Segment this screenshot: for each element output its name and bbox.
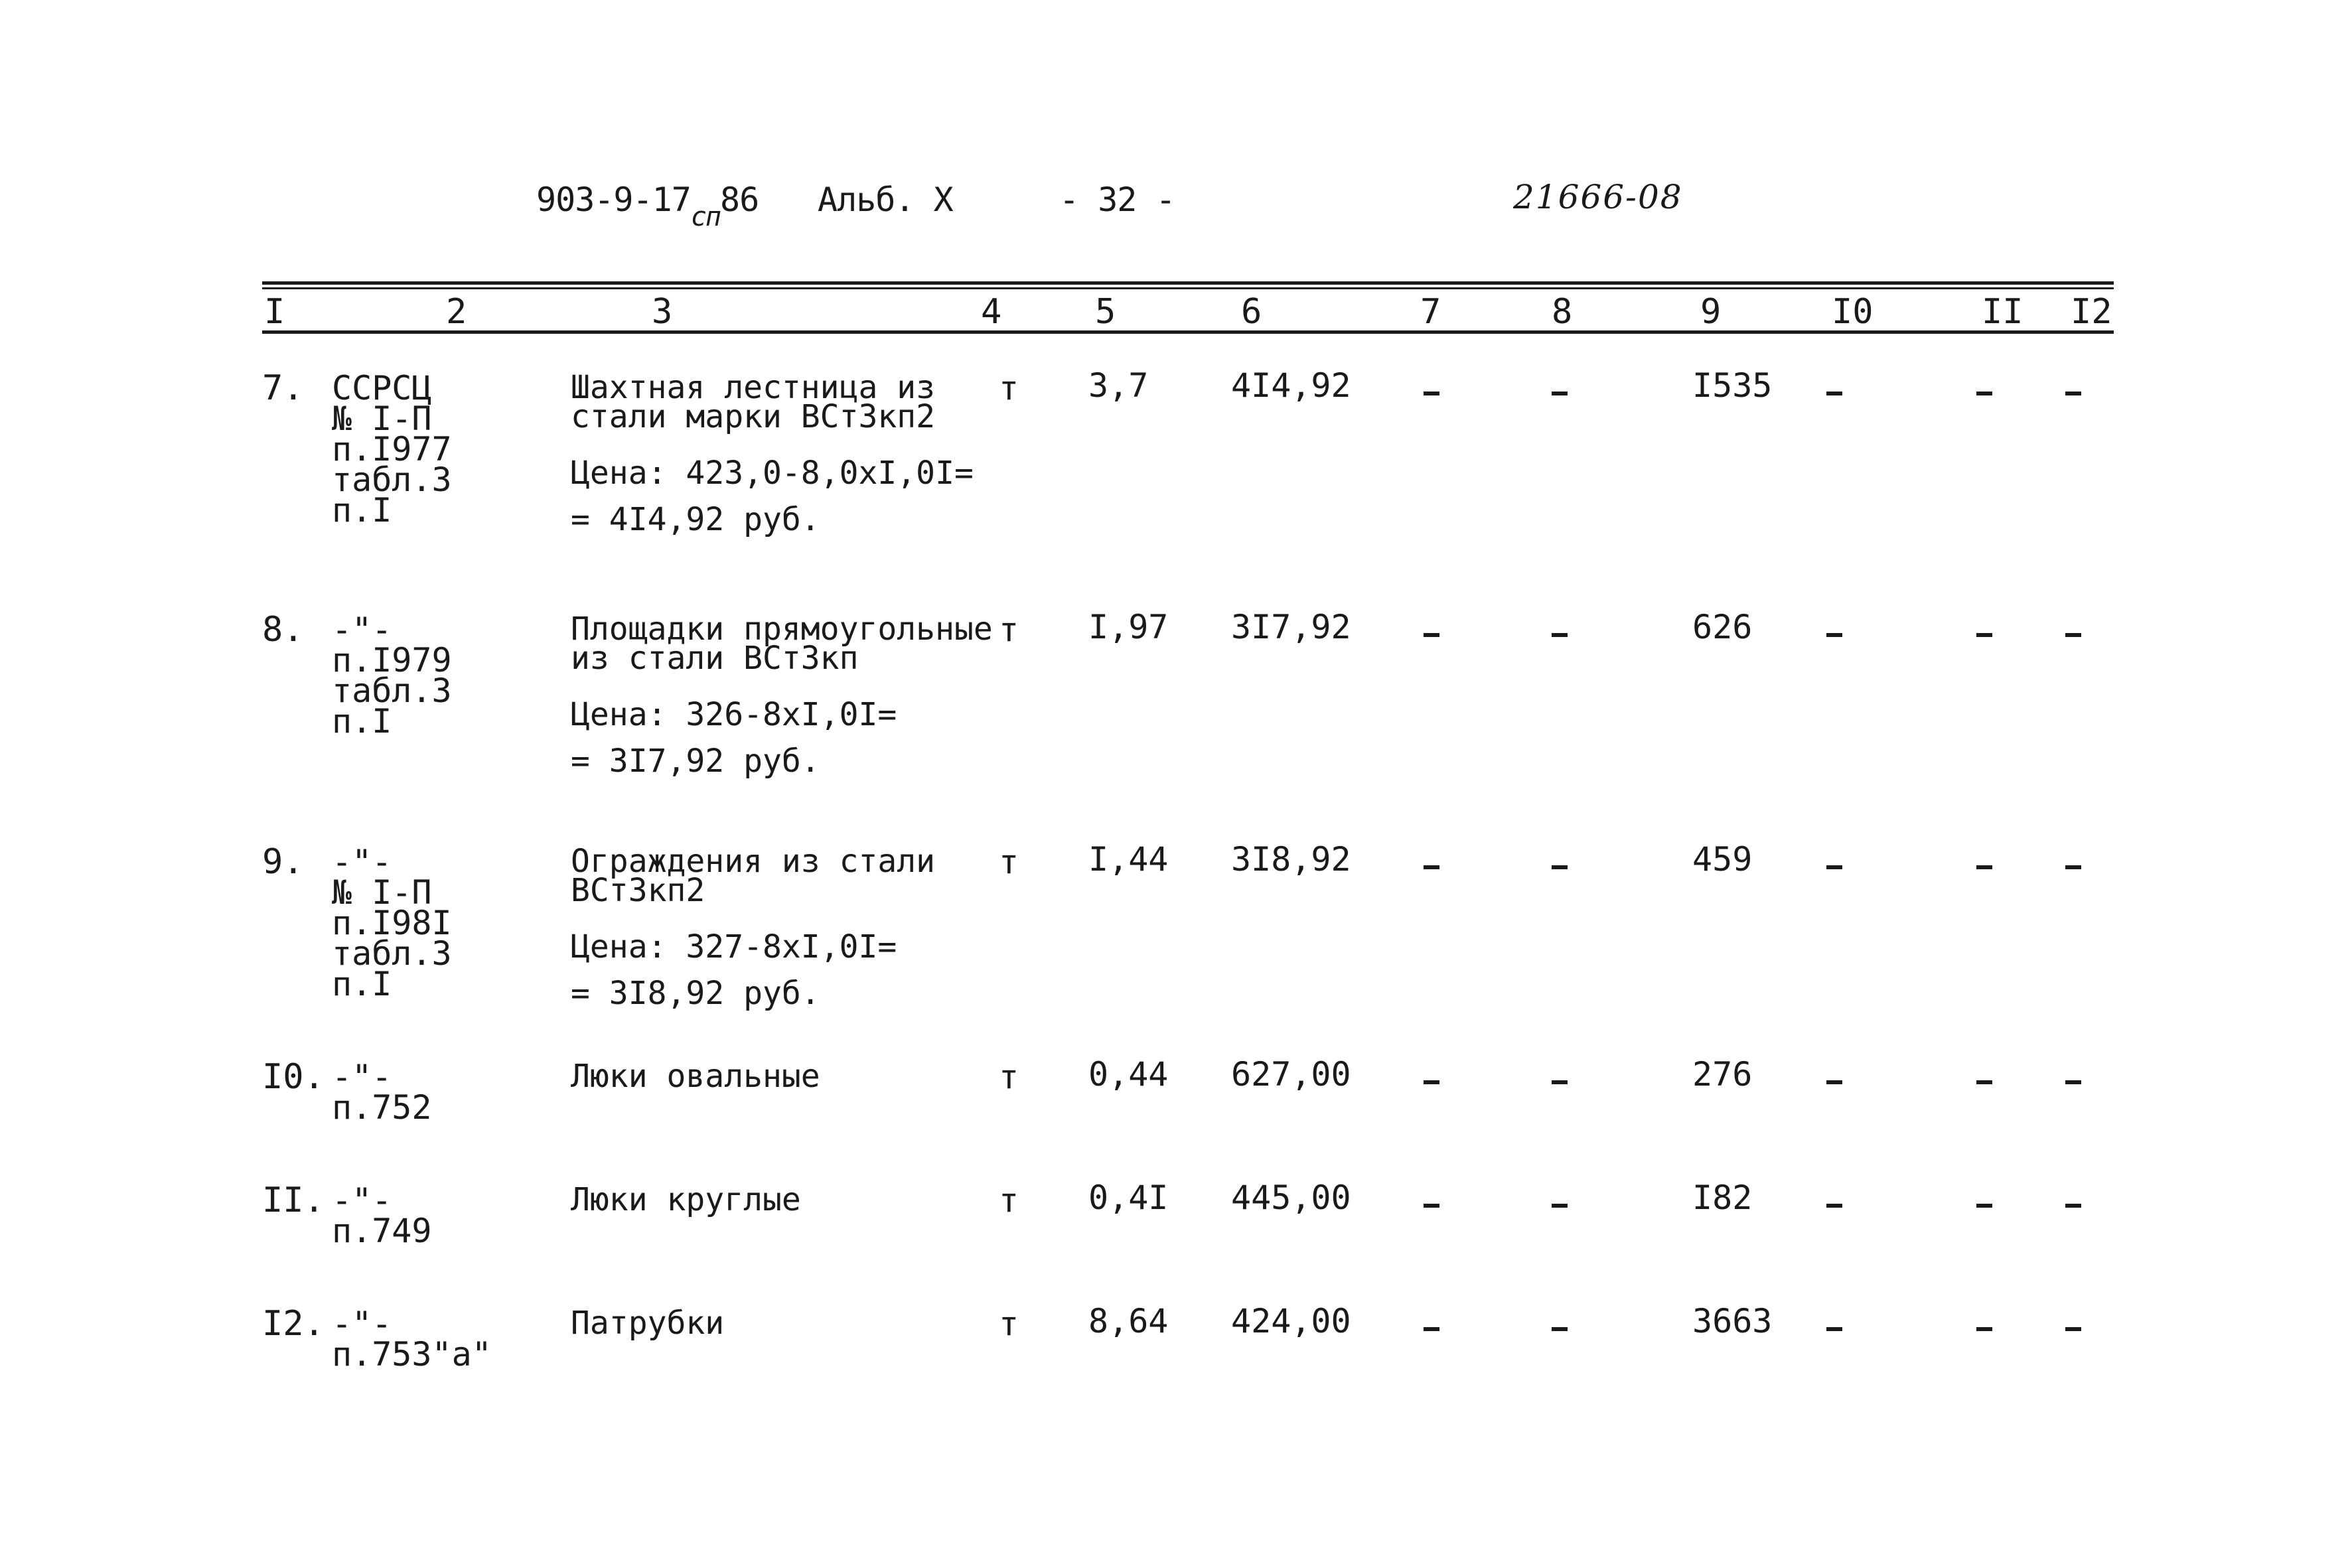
dash-c10	[1826, 1204, 1842, 1208]
source-line: табл.3	[332, 461, 452, 499]
row-number: 8.	[262, 610, 304, 650]
row-col9-value: 626	[1692, 608, 1753, 646]
row-source	[332, 1305, 492, 1374]
source-line: № I-П	[332, 399, 432, 438]
dash-c8	[1552, 392, 1568, 395]
table-top-rule	[262, 281, 2114, 285]
col-num-6: 6	[1241, 292, 1262, 332]
source-line: -"-	[332, 1181, 392, 1220]
row-unit: т	[999, 1058, 1019, 1096]
dash-c10	[1826, 392, 1842, 395]
doc-code-year: 86	[720, 180, 759, 219]
price-line: = 3I8,92 руб.	[571, 975, 820, 1012]
row-source	[332, 610, 452, 741]
row-unit-price: 4I4,92	[1231, 366, 1351, 405]
col-num-12: I2	[2071, 292, 2112, 332]
dash-c7	[1424, 1080, 1439, 1084]
col-num-10: I0	[1832, 292, 1874, 332]
dash-c7	[1424, 865, 1439, 869]
description-line: Патрубки	[571, 1305, 725, 1342]
dash-c12	[2065, 1080, 2081, 1084]
col-num-4: 4	[981, 292, 1002, 332]
row-unit: т	[999, 1305, 1019, 1343]
dash-c7	[1424, 392, 1439, 395]
row-quantity: 3,7	[1088, 366, 1149, 405]
row-unit: т	[999, 369, 1019, 407]
row-unit-price: 3I8,92	[1231, 840, 1351, 879]
dash-c8	[1552, 1080, 1568, 1084]
price-line: Цена: 423,0-8,0xI,0I=	[571, 455, 974, 492]
row-unit: т	[999, 1181, 1019, 1220]
dash-c10	[1826, 1327, 1842, 1331]
source-line: п.753"а"	[332, 1335, 492, 1374]
dash-c12	[2065, 1327, 2081, 1331]
dash-c12	[2065, 865, 2081, 869]
dash-c10	[1826, 633, 1842, 637]
row-description	[571, 369, 974, 543]
album-label: Альб. X	[818, 180, 953, 219]
row-number: I0.	[262, 1057, 325, 1097]
row-quantity: 0,4I	[1088, 1178, 1169, 1217]
row-quantity: I,44	[1088, 840, 1169, 879]
row-col9-value: I535	[1692, 366, 1773, 405]
row-unit-price: 445,00	[1231, 1178, 1351, 1217]
price-line: = 4I4,92 руб.	[571, 501, 820, 538]
description-line: Люки овальные	[571, 1058, 820, 1095]
row-col9-value: 3663	[1692, 1302, 1773, 1340]
dash-c11	[1976, 1327, 1992, 1331]
row-col9-value: 276	[1692, 1055, 1753, 1094]
row-description	[571, 610, 993, 784]
row-description	[571, 1181, 801, 1218]
dash-c11	[1976, 1204, 1992, 1208]
source-line: табл.3	[332, 672, 452, 710]
row-source	[332, 1058, 432, 1127]
dash-c12	[2065, 392, 2081, 395]
description-line: Люки круглые	[571, 1181, 801, 1218]
row-number: 9.	[262, 842, 304, 882]
source-line: п.I	[332, 965, 392, 1003]
row-description	[571, 843, 936, 1017]
dash-c10	[1826, 1080, 1842, 1084]
source-line: -"-	[332, 610, 392, 649]
source-line: п.I977	[332, 430, 452, 468]
source-line: № I-П	[332, 873, 432, 912]
col-num-11: II	[1982, 292, 2023, 332]
dash-c11	[1976, 865, 1992, 869]
row-number: II.	[262, 1180, 325, 1220]
row-source	[332, 843, 452, 1003]
row-description	[571, 1058, 820, 1095]
source-line: табл.3	[332, 934, 452, 973]
source-line: п.I98I	[332, 904, 452, 942]
row-number: 7.	[262, 368, 304, 408]
row-unit-price: 627,00	[1231, 1055, 1351, 1094]
row-description	[571, 1305, 725, 1342]
description-line: Площадки прямоугольные	[571, 610, 993, 648]
page-number: - 32 -	[1059, 180, 1175, 219]
row-unit-price: 424,00	[1231, 1302, 1351, 1340]
description-line: из стали ВСт3кп	[571, 640, 859, 677]
source-line: п.I	[332, 702, 392, 741]
source-line: п.749	[332, 1212, 432, 1250]
row-unit-price: 3I7,92	[1231, 608, 1351, 646]
row-quantity: I,97	[1088, 608, 1169, 646]
price-line: Цена: 326-8xI,0I=	[571, 696, 897, 733]
row-quantity: 0,44	[1088, 1055, 1169, 1094]
source-line: -"-	[332, 1305, 392, 1343]
dash-c7	[1424, 633, 1439, 637]
dash-c11	[1976, 1080, 1992, 1084]
col-num-3: 3	[652, 292, 673, 332]
doc-code-main: 903-9-17	[536, 180, 691, 219]
row-number: I2.	[262, 1304, 325, 1344]
col-num-2: 2	[446, 292, 467, 332]
description-line: ВСт3кп2	[571, 872, 705, 909]
row-source	[332, 369, 452, 530]
description-line: стали марки ВСт3кп2	[571, 398, 936, 435]
col-num-7: 7	[1420, 292, 1441, 332]
dash-c8	[1552, 633, 1568, 637]
dash-c10	[1826, 865, 1842, 869]
row-unit: т	[999, 610, 1019, 649]
source-line: п.I979	[332, 641, 452, 679]
col-num-5: 5	[1095, 292, 1116, 332]
dash-c8	[1552, 865, 1568, 869]
dash-c7	[1424, 1204, 1439, 1208]
description-line: Шахтная лестница из	[571, 369, 936, 406]
source-line: п.752	[332, 1088, 432, 1127]
col-num-8: 8	[1552, 292, 1573, 332]
row-col9-value: 459	[1692, 840, 1753, 879]
doc-code	[536, 180, 759, 232]
row-unit: т	[999, 843, 1019, 881]
row-quantity: 8,64	[1088, 1302, 1169, 1340]
dash-c8	[1552, 1204, 1568, 1208]
price-line: Цена: 327-8xI,0I=	[571, 928, 897, 965]
row-col9-value: I82	[1692, 1178, 1753, 1217]
col-num-9: 9	[1700, 292, 1722, 332]
col-num-1: I	[264, 292, 285, 332]
source-line: ССРСЦ	[332, 369, 432, 407]
source-line: -"-	[332, 843, 392, 881]
doc-code-sub: сп	[690, 202, 720, 232]
dash-c12	[2065, 1204, 2081, 1208]
dash-c12	[2065, 633, 2081, 637]
dash-c11	[1976, 633, 1992, 637]
description-line: Ограждения из стали	[571, 843, 936, 880]
price-line: = 3I7,92 руб.	[571, 743, 820, 780]
source-line: п.I	[332, 491, 392, 530]
table-top-rule-2	[262, 287, 2114, 289]
handwritten-code: 21666-08	[1513, 178, 1683, 216]
dash-c7	[1424, 1327, 1439, 1331]
dash-c8	[1552, 1327, 1568, 1331]
row-source	[332, 1181, 432, 1250]
dash-c11	[1976, 392, 1992, 395]
source-line: -"-	[332, 1058, 392, 1096]
